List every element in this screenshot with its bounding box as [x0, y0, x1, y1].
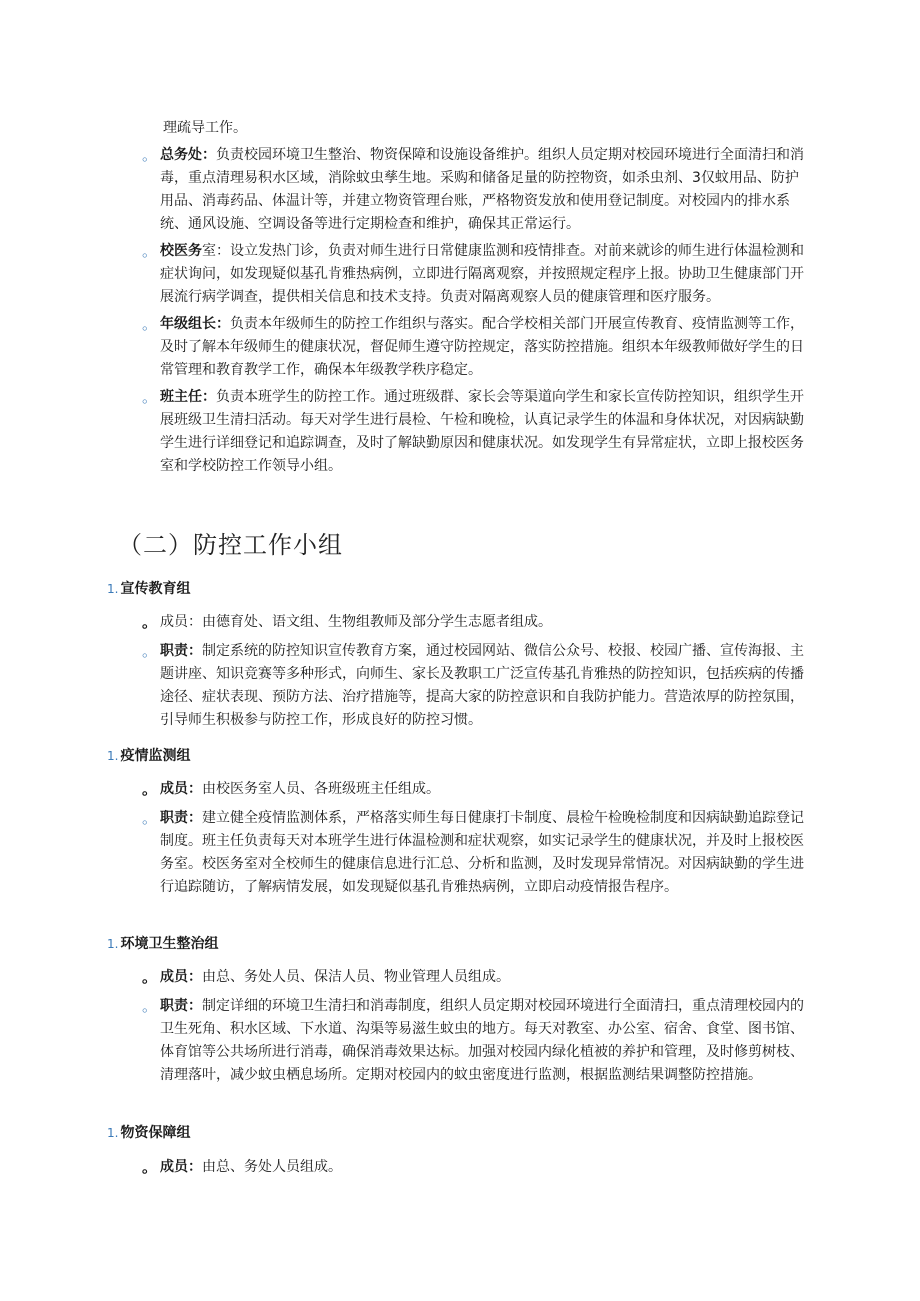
bullet-icon: 。	[142, 613, 158, 631]
bullet-icon: 。	[142, 146, 158, 164]
duty-text: 制定系统的防控知识宣传教育方案，通过校园网站、微信公众号、校报、校园广播、宣传海报、主题讲座、知识竞赛等多种形式，向师生、家长及教职工广泛宣传基孔肯雅热的防控知识，包括疾病的传播途径、症状表现、预防方法、治疗措施等，提高大家的防控意识和自我防护能力。营造浓厚的防控氛围，引导师生积极参与防控工作，形成良好的防控习惯。	[160, 643, 804, 728]
duty-text: 建立健全疫情监测体系，严格落实师生每日健康打卡制度、晨检午检晚检制度和因病缺勤追踪登记制度。班主任负责每天对本班学生进行体温检测和症状观察，如实记录学生的健康状况，并及时上报校医务室。校医务室对全校师生的健康信息进行汇总、分析和监测，及时发现异常情况。对因病缺勤的学生进行追踪随访，了解病情发展，如发现疑似基孔肯雅热病例，立即启动疫情报告程序。	[160, 810, 804, 895]
list-item	[0, 995, 812, 1087]
role-list	[0, 144, 920, 478]
list-item	[0, 240, 812, 309]
role-label: 年级组长：	[160, 316, 230, 332]
bullet-icon: 。	[142, 809, 158, 827]
bullet-icon: 。	[142, 315, 158, 333]
bullet-icon: 。	[142, 242, 158, 260]
members-text: 由校医务室人员、各班级班主任组成。	[202, 781, 440, 797]
members-text: 由总、务处人员组成。	[202, 1159, 342, 1175]
list-item	[0, 640, 812, 732]
group-title	[107, 579, 190, 599]
list-item	[0, 807, 812, 899]
duty-label: 职责：	[160, 998, 202, 1014]
members-text: 由总、务处人员、保洁人员、物业管理人员组成。	[202, 969, 510, 985]
members-label: 成员：	[160, 969, 202, 985]
list-item	[0, 966, 812, 989]
group-title	[107, 1123, 190, 1143]
role-text: 负责校园环境卫生整治、物资保障和设施设备维护。组织人员定期对校园环境进行全面清扫和消毒，重点清理易积水区域，消除蚊虫孳生地。采购和储备足量的防控物资，如杀虫剂、3仅蚊用品、防护用品、消毒药品、体温计等，并建立物资管理台账，严格物资发放和使用登记制度。对校园内的排水系统、通风设施、空调设备等进行定期检查和维护，确保其正常运行。	[160, 147, 804, 232]
members-text: 成员：由德育处、语文组、生物组教师及部分学生志愿者组成。	[160, 614, 552, 630]
group-title-text: 疫情监测组	[120, 748, 191, 764]
group-title	[107, 746, 190, 766]
list-item	[0, 386, 812, 478]
group-number: 1.	[107, 937, 119, 951]
role-text: 负责本年级师生的防控工作组织与落实。配合学校相关部门开展宣传教育、疫情监测等工作，及时了解本年级师生的健康状况，督促师生遵守防控规定，落实防控措施。组织本年级教师做好学生的日常管理和教育教学工作，确保本年级教学秩序稳定。	[160, 316, 804, 378]
group-detail-list	[0, 611, 920, 732]
group-detail-list	[0, 966, 920, 1087]
role-text: 负责本班学生的防控工作。通过班级群、家长会等渠道向学生和家长宣传防控知识，组织学生开展班级卫生清扫活动。每天对学生进行晨检、午检和晚检，认真记录学生的体温和身体状况，对因病缺勤学生进行详细登记和追踪调查，及时了解缺勤原因和健康状况。如发现学生有异常症状，立即上报校医务室和学校防控工作领导小组。	[160, 389, 804, 474]
list-item	[0, 778, 812, 801]
list-item	[0, 1156, 812, 1179]
intro-fragment: 理疏导工作。	[163, 120, 247, 136]
group-number: 1.	[107, 1126, 119, 1140]
bullet-icon: 。	[142, 642, 158, 660]
bullet-icon: 。	[142, 1158, 158, 1176]
group-number: 1.	[107, 749, 119, 763]
bullet-icon: 。	[142, 388, 158, 406]
bullet-icon: 。	[142, 968, 158, 986]
list-item	[0, 144, 812, 236]
role-label: 总务处：	[160, 147, 216, 163]
group-title-text: 环境卫生整治组	[120, 936, 219, 952]
role-label: 班主任：	[160, 389, 216, 405]
bullet-icon: 。	[142, 780, 158, 798]
list-item	[0, 313, 812, 382]
role-label: 校医务	[160, 243, 202, 259]
group-detail-list	[0, 1156, 920, 1179]
group-title-text: 宣传教育组	[120, 581, 191, 597]
duty-label: 职责：	[160, 810, 202, 826]
members-label: 成员：	[160, 1159, 202, 1175]
role-text: 室：设立发热门诊，负责对师生进行日常健康监测和疫情排查。对前来就诊的师生进行体温检测和症状询问，如发现疑似基孔肯雅热病例，立即进行隔离观察，并按照规定程序上报。协助卫生健康部门开展流行病学调查，提供相关信息和技术支持。负责对隔离观察人员的健康管理和医疗服务。	[160, 243, 804, 305]
group-title	[107, 934, 218, 954]
members-label: 成员：	[160, 781, 202, 797]
group-title-text: 物资保障组	[120, 1125, 191, 1141]
duty-label: 职责：	[160, 643, 202, 659]
group-number: 1.	[107, 582, 119, 596]
list-item	[0, 611, 812, 634]
bullet-icon: 。	[142, 997, 158, 1015]
duty-text: 制定详细的环境卫生清扫和消毒制度，组织人员定期对校园环境进行全面清扫，重点清理校园内的卫生死角、积水区域、下水道、沟渠等易滋生蚊虫的地方。每天对教室、办公室、宿舍、食堂、图书馆、体育馆等公共场所进行消毒，确保消毒效果达标。加强对校园内绿化植被的养护和管理，及时修剪树枝、清理落叶，减少蚊虫栖息场所。定期对校园内的蚊虫密度进行监测，根据监测结果调整防控措施。	[160, 998, 804, 1083]
group-detail-list	[0, 778, 920, 899]
section-heading: （二）防控工作小组	[118, 531, 343, 559]
